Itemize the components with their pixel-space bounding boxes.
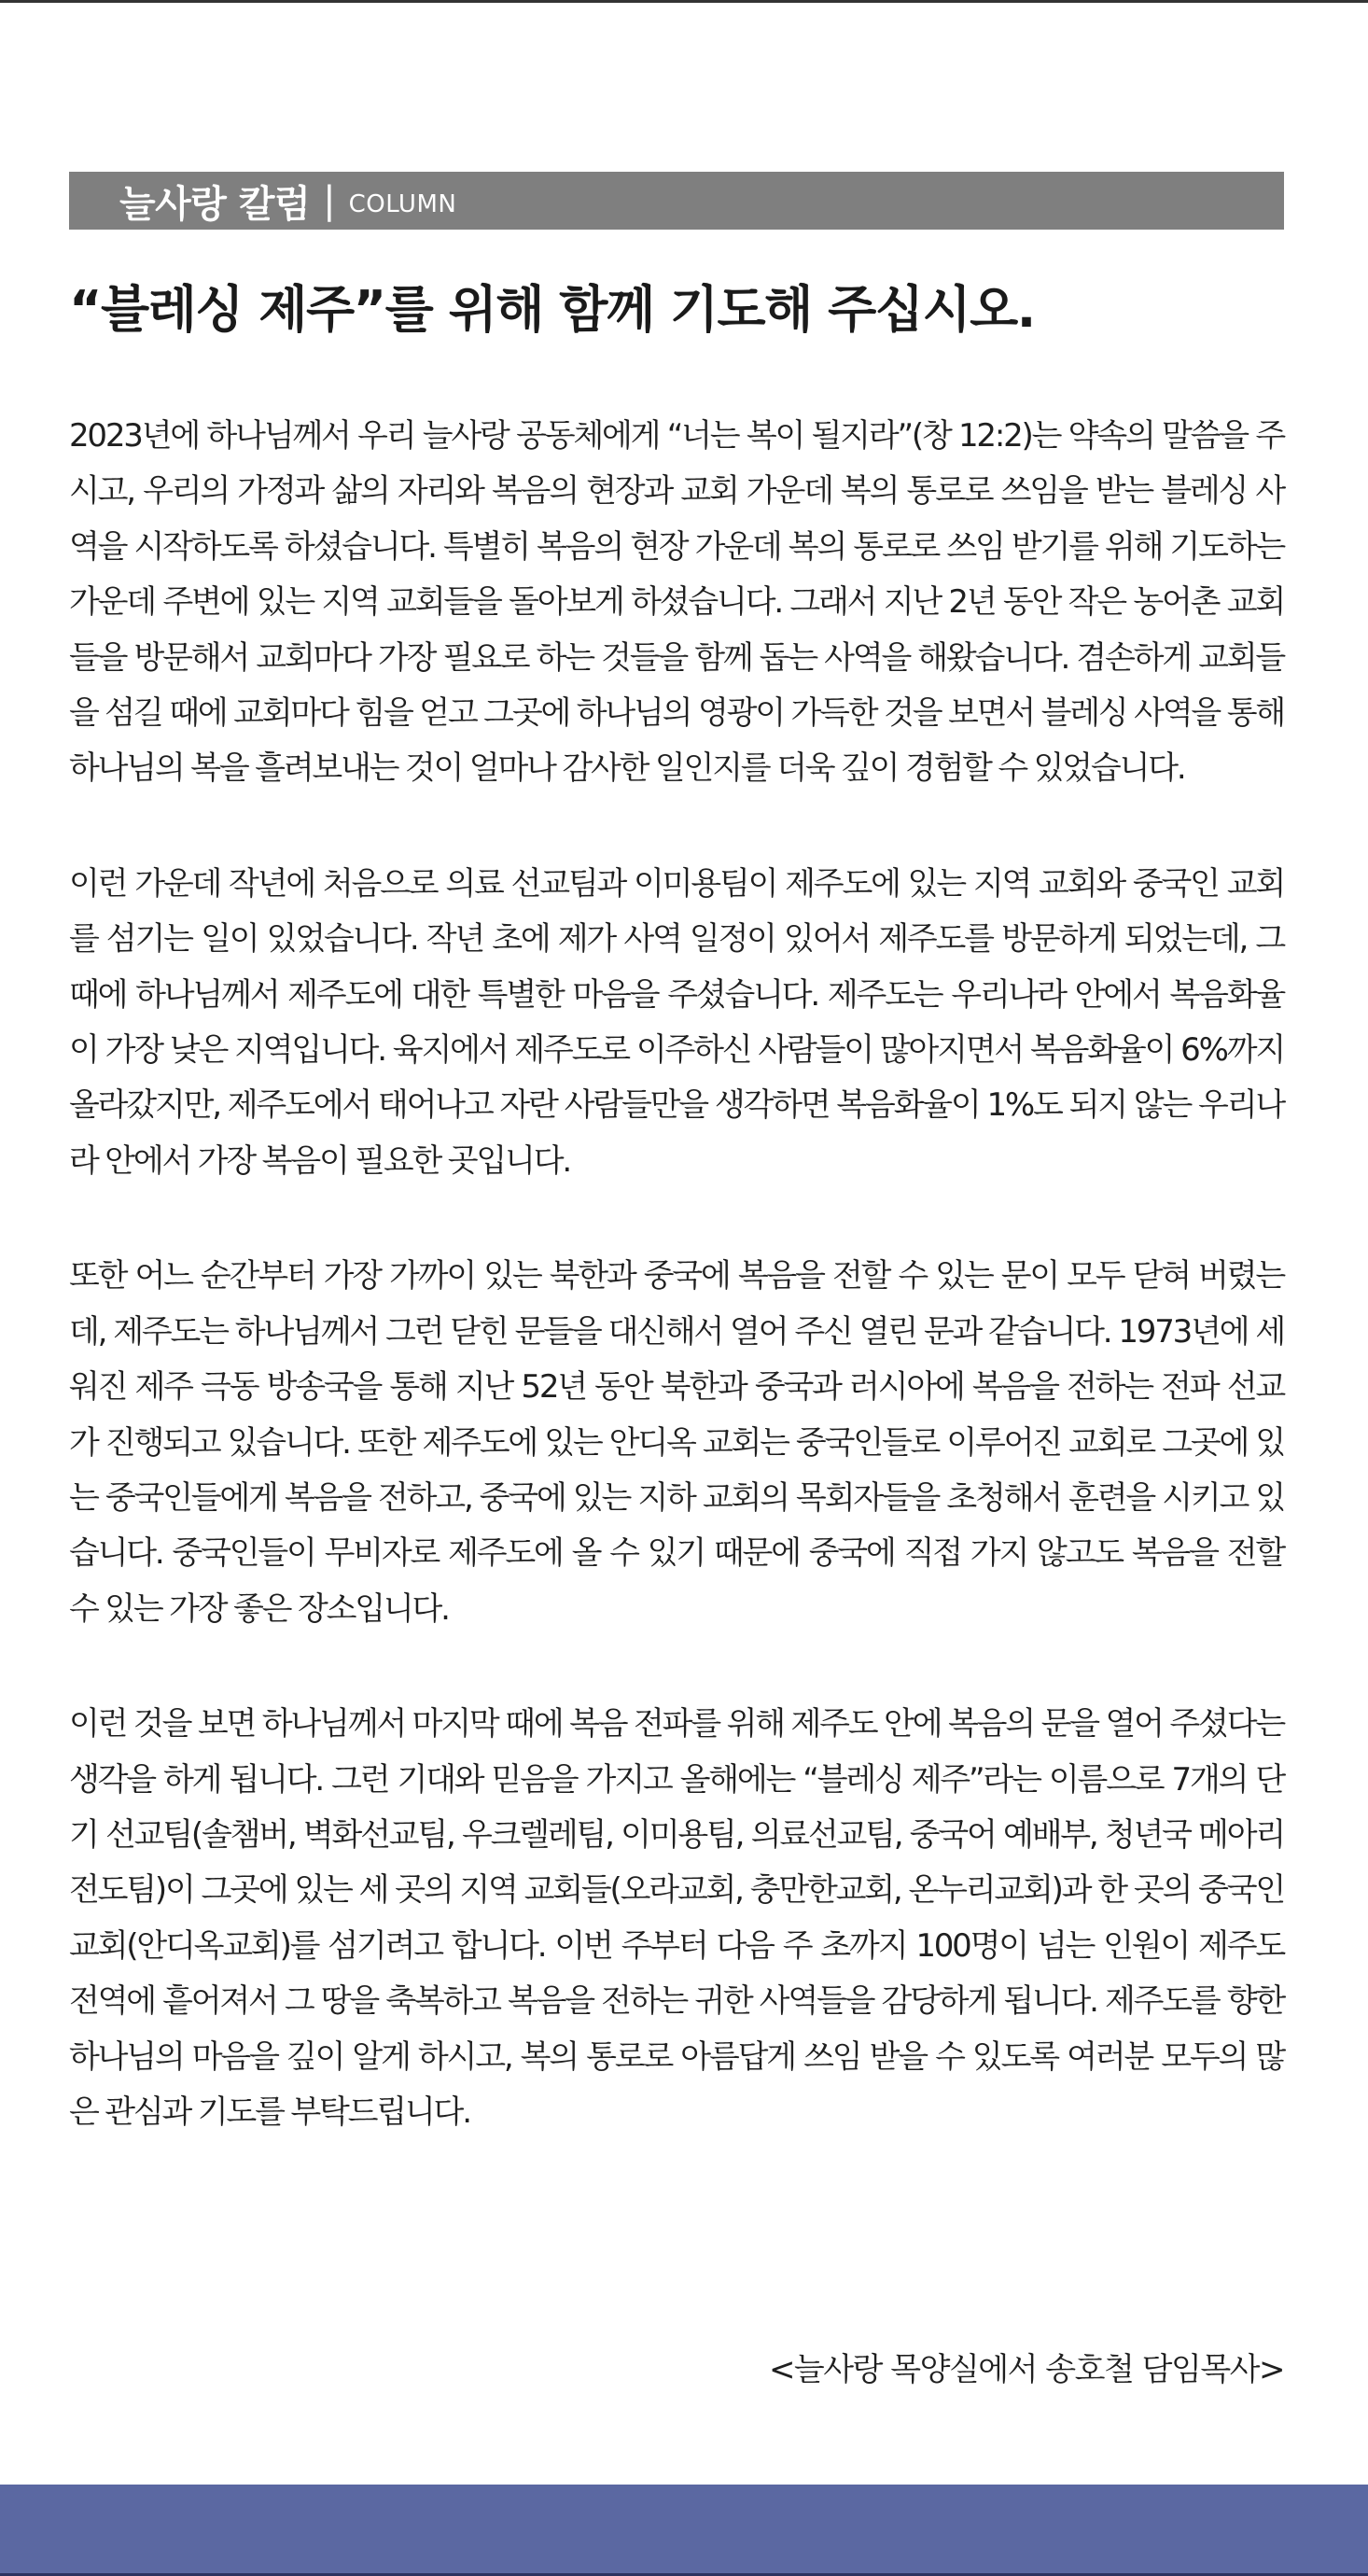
article-headline: “블레싱 제주”를 위해 함께 기도해 주십시오. <box>69 280 1035 339</box>
banner-separator: | <box>323 179 336 222</box>
top-border-line <box>0 0 1368 3</box>
banner-title: 늘사랑 칼럼 <box>119 182 311 226</box>
author-signature: <늘사랑 목양실에서 송호철 담임목사> <box>768 2351 1284 2388</box>
column-banner <box>69 172 1284 230</box>
article-paragraph-3: 또한 어느 순간부터 가장 가까이 있는 북한과 중국에 복음을 전할 수 있는 문이 모두 닫혀 버렸는데, 제주도는 하나님께서 그런 닫힌 문들을 대신해서 열어 주신 열린 문과 같습니다. 1973년에 세워진 제주 극동 방송국을 통해 지난 52년 동안 북한과 중국과 러시아에 복음을 전하는 전파 선교가 진행되고 있습니다. 또한 제주도에 있는 안디옥 교회는 중국인들로 이루어진 교회로 그곳에 있는 중국인들에게 복음을 전하고, 중국에 있는 지하 교회의 목회자들을 초청해서 훈련을 시키고 있습니다. 중국인들이 무비자로 제주도에 올 수 있기 때문에 중국에 직접 가지 않고도 복음을 전할 수 있는 가장 좋은 장소입니다. <box>69 1257 1284 1628</box>
article-body <box>69 409 1284 2200</box>
article-paragraph-4: 이런 것을 보면 하나님께서 마지막 때에 복음 전파를 위해 제주도 안에 복음의 문을 열어 주셨다는 생각을 하게 됩니다. 그런 기대와 믿음을 가지고 올해에는 “블레싱 제주”라는 이름으로 7개의 단기 선교팀(솔챔버, 벽화선교팀, 우크렐레팀, 이미용팀, 의료선교팀, 중국어 예배부, 청년국 메아리 전도팀)이 그곳에 있는 세 곳의 지역 교회들(오라교회, 충만한교회, 온누리교회)과 한 곳의 중국인 교회(안디옥교회)를 섬기려고 합니다. 이번 주부터 다음 주 초까지 100명이 넘는 인원이 제주도 전역에 흩어져서 그 땅을 축복하고 복음을 전하는 귀한 사역들을 감당하게 됩니다. 제주도를 향한 하나님의 마음을 깊이 알게 하시고, 복의 통로로 아름답게 쓰임 받을 수 있도록 여러분 모두의 많은 관심과 기도를 부탁드립니다. <box>69 1705 1284 2131</box>
article-paragraph-2: 이런 가운데 작년에 처음으로 의료 선교팀과 이미용팀이 제주도에 있는 지역 교회와 중국인 교회를 섬기는 일이 있었습니다. 작년 초에 제가 사역 일정이 있어서 제주도를 방문하게 되었는데, 그때에 하나님께서 제주도에 대한 특별한 마음을 주셨습니다. 제주도는 우리나라 안에서 복음화율이 가장 낮은 지역입니다. 육지에서 제주도로 이주하신 사람들이 많아지면서 복음화율이 6%까지 올라갔지만, 제주도에서 태어나고 자란 사람들만을 생각하면 복음화율이 1%도 되지 않는 우리나라 안에서 가장 복음이 필요한 곳입니다. <box>69 864 1284 1180</box>
banner-subtitle: COLUMN <box>348 190 457 218</box>
article-paragraph-1: 2023년에 하나님께서 우리 늘사랑 공동체에게 “너는 복이 될지라”(창 12:2)는 약속의 말씀을 주시고, 우리의 가정과 삶의 자리와 복음의 현장과 교회 가운데 복의 통로로 쓰임을 받는 블레싱 사역을 시작하도록 하셨습니다. 특별히 복음의 현장 가운데 복의 통로로 쓰임 받기를 위해 기도하는 가운데 주변에 있는 지역 교회들을 돌아보게 하셨습니다. 그래서 지난 2년 동안 작은 농어촌 교회들을 방문해서 교회마다 가장 필요로 하는 것들을 함께 돕는 사역을 해왔습니다. 겸손하게 교회들을 섬길 때에 교회마다 힘을 얻고 그곳에 하나님의 영광이 가득한 것을 보면서 블레싱 사역을 통해 하나님의 복을 흘려보내는 것이 얼마나 감사한 일인지를 더욱 깊이 경험할 수 있었습니다. <box>69 417 1284 788</box>
footer-band <box>0 2485 1368 2576</box>
